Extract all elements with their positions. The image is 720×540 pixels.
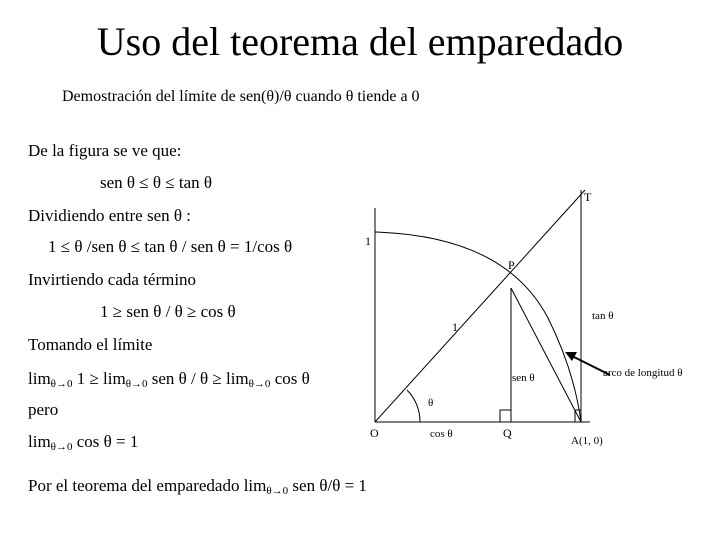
label-T: T	[584, 190, 592, 204]
slide-subtitle: Demostración del límite de sen(θ)/θ cuando θ tiende a 0	[62, 88, 420, 105]
limit-text-d: cos θ	[270, 369, 310, 388]
slide-title: Uso del teorema del emparedado	[96, 19, 624, 64]
label-arc: arco de longitud θ	[603, 367, 683, 379]
label-sen: sen θ	[512, 372, 535, 384]
angle-arc	[407, 390, 420, 422]
text-dividing: Dividiendo entre sen θ :	[28, 206, 191, 225]
conclusion-b: sen θ/θ = 1	[288, 476, 367, 495]
label-O: O	[370, 426, 379, 440]
limit-sub-2: θ→0	[125, 378, 148, 390]
text-figure-intro: De la figura se ve que:	[28, 141, 182, 160]
inequality-inverted: 1 ≥ sen θ / θ ≥ cos θ	[100, 302, 236, 321]
inequality-basic: sen θ ≤ θ ≤ tan θ	[100, 173, 213, 192]
label-Q: Q	[503, 426, 512, 440]
label-tan: tan θ	[592, 310, 614, 322]
right-angle-marker-q	[500, 410, 511, 422]
label-cos: cos θ	[430, 428, 453, 440]
text-inverting: Invirtiendo cada término	[28, 270, 197, 289]
limit-sub-1: θ→0	[50, 378, 73, 390]
label-P: P	[508, 258, 515, 272]
limit-text-c: sen θ / θ ≥ lim	[147, 369, 249, 388]
conclusion-sub: θ→0	[266, 485, 289, 497]
text-taking-limit: Tomando el límite	[28, 335, 153, 354]
limit-sub-3: θ→0	[248, 378, 271, 390]
conclusion-a: Por el teorema del emparedado lim	[28, 476, 267, 495]
limit-cos-a: lim	[28, 432, 51, 451]
label-one-axis: 1	[365, 234, 371, 248]
limit-cos-b: cos θ = 1	[72, 432, 139, 451]
text-pero: pero	[28, 400, 59, 419]
label-theta: θ	[428, 397, 434, 409]
radius-line	[375, 190, 585, 422]
limit-text-a: lim	[28, 369, 51, 388]
inequality-divided: 1 ≤ θ /sen θ ≤ tan θ / sen θ = 1/cos θ	[48, 237, 293, 256]
limit-cos-sub: θ→0	[50, 441, 73, 453]
label-A: A(1, 0)	[571, 435, 603, 447]
label-one-radius: 1	[452, 320, 458, 334]
unit-arc	[375, 232, 581, 422]
limit-text-b: 1 ≥ lim	[72, 369, 126, 388]
